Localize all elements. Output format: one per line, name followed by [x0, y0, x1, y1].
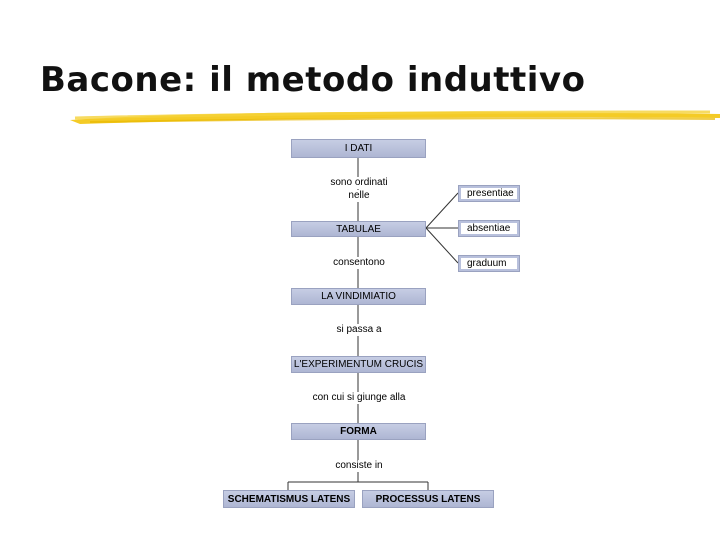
link-consiste: consiste in — [330, 460, 388, 472]
node-forma: FORMA — [291, 423, 426, 440]
tabulae-item-presentiae: presentiae — [458, 185, 520, 202]
tabulae-item-absentiae: absentiae — [458, 220, 520, 237]
slide-title: Bacone: il metodo induttivo — [40, 60, 586, 100]
tabulae-item-graduum: graduum — [458, 255, 520, 272]
node-tabulae: TABULAE — [291, 221, 426, 237]
node-vindimiatio: LA VINDIMIATIO — [291, 288, 426, 305]
node-schematismus: SCHEMATISMUS LATENS — [223, 490, 355, 508]
link-con-cui: con cui si giunge alla — [306, 392, 412, 404]
link-sono-ordinati: sono ordinati — [320, 177, 398, 189]
node-dati: I DATI — [291, 139, 426, 158]
link-si-passa: si passa a — [330, 324, 388, 336]
link-nelle: nelle — [334, 190, 384, 202]
link-consentono: consentono — [326, 257, 392, 269]
node-experimentum: L'EXPERIMENTUM CRUCIS — [291, 356, 426, 373]
node-processus: PROCESSUS LATENS — [362, 490, 494, 508]
